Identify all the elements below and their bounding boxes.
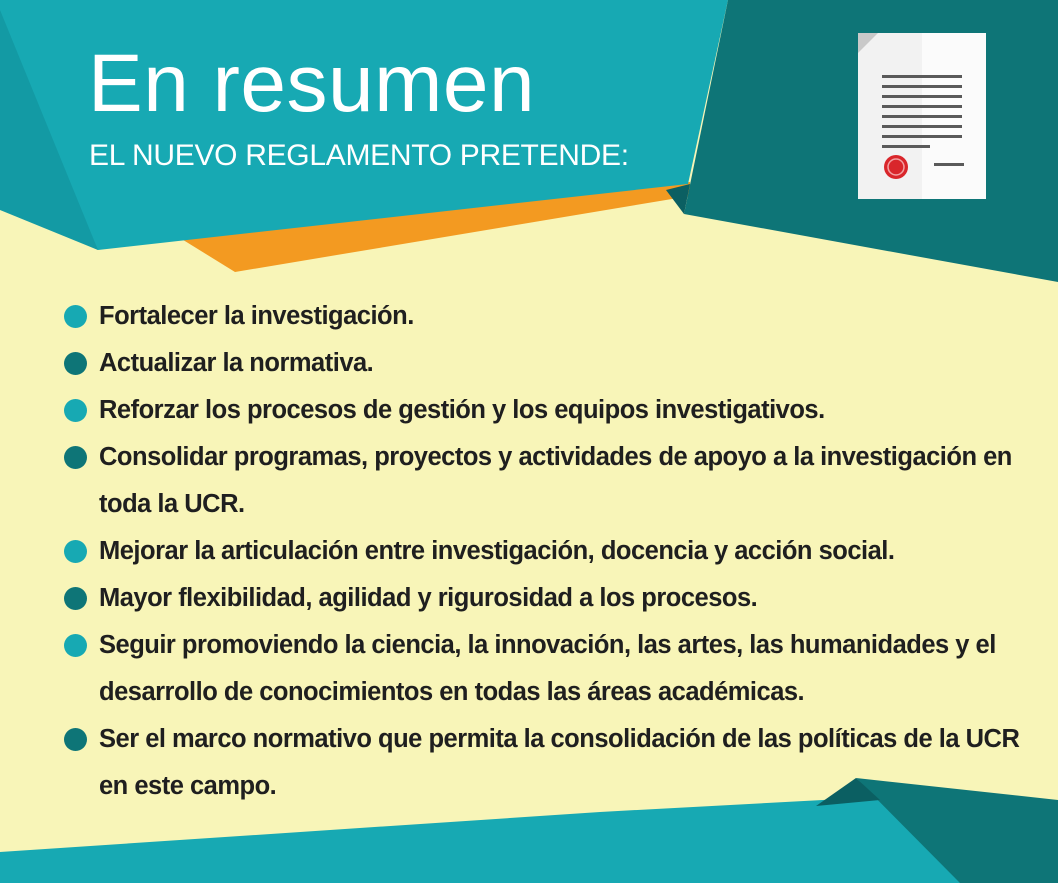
page-subtitle: EL NUEVO REGLAMENTO PRETENDE: [89, 139, 629, 172]
list-item-text: Fortalecer la investigación. [99, 302, 414, 330]
seal-icon [884, 155, 908, 179]
list-item [64, 716, 1044, 810]
list-item-text: Ser el marco normativo que permita la consolidación de las políticas de la UCR en este campo. [99, 725, 1020, 800]
list-item-text: Consolidar programas, proyectos y actividades de apoyo a la investigación en toda la UCR. [99, 443, 1012, 518]
list-item [64, 434, 1044, 528]
bullet-dot-icon [64, 446, 87, 469]
bullet-dot-icon [64, 352, 87, 375]
list-item [64, 622, 1044, 716]
document-icon [858, 33, 986, 199]
bullet-dot-icon [64, 634, 87, 657]
page-title: En resumen [88, 38, 536, 129]
bullet-dot-icon [64, 540, 87, 563]
list-item-text: Reforzar los procesos de gestión y los equipos investigativos. [99, 396, 825, 424]
summary-list [64, 293, 1044, 810]
list-item-text: Seguir promoviendo la ciencia, la innovación, las artes, las humanidades y el desarrollo de conocimientos en todas las áreas académicas. [99, 631, 996, 706]
bullet-dot-icon [64, 728, 87, 751]
list-item-text: Mejorar la articulación entre investigación, docencia y acción social. [99, 537, 895, 565]
bullet-dot-icon [64, 305, 87, 328]
list-item-text: Mayor flexibilidad, agilidad y rigurosidad a los procesos. [99, 584, 758, 612]
list-item-text: Actualizar la normativa. [99, 349, 374, 377]
list-item [64, 575, 1044, 622]
list-item [64, 340, 1044, 387]
list-item [64, 528, 1044, 575]
list-item [64, 293, 1044, 340]
bullet-dot-icon [64, 399, 87, 422]
list-item [64, 387, 1044, 434]
bullet-dot-icon [64, 587, 87, 610]
